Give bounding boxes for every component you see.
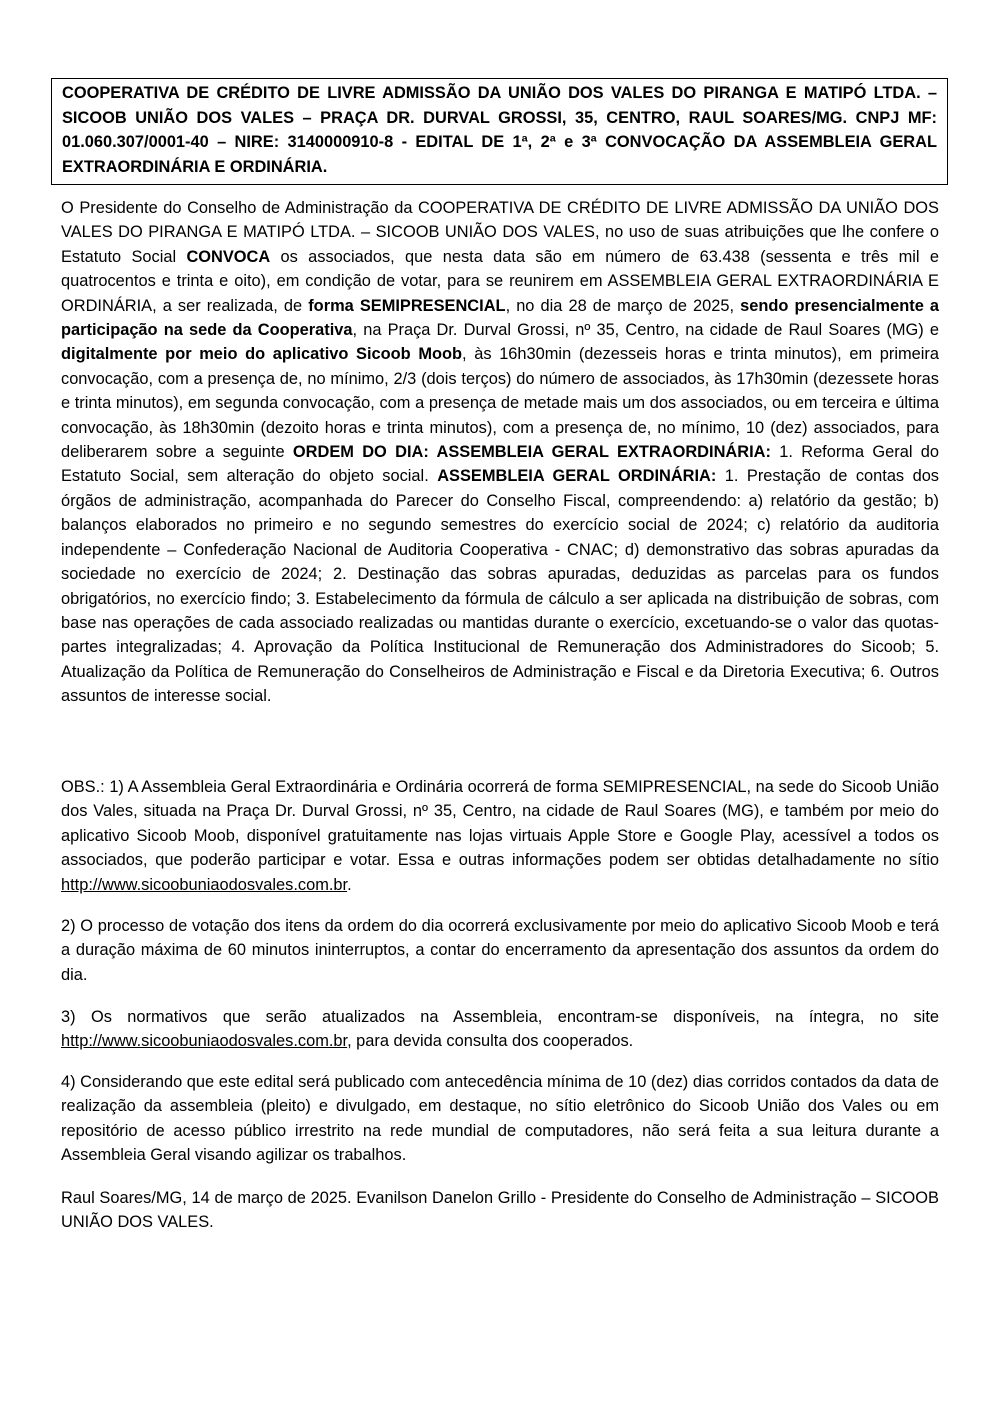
- main-bold-convoca: CONVOCA: [186, 247, 271, 266]
- main-bold-ago: ASSEMBLEIA GERAL ORDINÁRIA:: [437, 467, 717, 486]
- obs1-after: .: [347, 875, 352, 894]
- edital-header: COOPERATIVA DE CRÉDITO DE LIVRE ADMISSÃO DA UNIÃO DOS VALES DO PIRANGA E MATIPÓ LTDA. – SICOOB UNIÃO DOS VALES – PRAÇA DR. DURVAL GROSSI, 35, CENTRO, RAUL SOARES/MG. CNPJ MF: 01.060.307/0001-40 – NIRE: 3140000910-8 - EDITAL DE 1ª, 2ª e 3ª CONVOCAÇÃO DA ASSEMBLEIA GERAL EXTRAORDINÁRIA E ORDINÁRIA.: [51, 78, 948, 185]
- signature-paragraph: Raul Soares/MG, 14 de março de 2025. Evanilson Danelon Grillo - Presidente do Conselho de Administração – SICOOB UNIÃO DOS VALES.: [61, 1189, 939, 1232]
- obs-paragraph-4: 4) Considerando que este edital será publicado com antecedência mínima de 10 (dez) dias corridos contados da data de realização da assembleia (pleito) e divulgado, em destaque, no sítio eletrônico do Sicoob União dos Vales ou em repositório de acesso público irrestrito na rede mundial de computadores, não será feita a sua leitura durante a Assembleia Geral visando agilizar os trabalhos.: [61, 1073, 939, 1165]
- main-text-5: , às 16h30min (dezesseis horas e trinta minutos), em primeira convocação, com a presença de, no mínimo, 2/3 (dois terços) do número de associados, às 17h30min (dezessete horas e trinta minutos), em segunda convocação, com a presença de metade mais um dos associados, ou em terceira e última convocação, às 18h30min (dezoito horas e trinta minutos), com a presença de, no mínimo, 10 (dez) associados, para deliberarem sobre a seguinte: [61, 345, 939, 462]
- obs3-website-link[interactable]: http://www.sicoobuniaodosvales.com.br: [61, 1032, 348, 1051]
- main-text-7: 1. Prestação de contas dos órgãos de administração, acompanhada do Parecer do Conselho Fiscal, compreendendo: a) relatório da gestão; b) balanços elaborados no primeiro e no segundo semestres do exercício social de 2024; c) relatório da auditoria independente – Confederação Nacional de Auditoria Cooperativa - CNAC; d) demonstrativo das sobras apuradas da sociedade no exercício de 2024; 2. Destinação das sobras apuradas, deduzidas as parcelas para os fundos obrigatórios, no exercício findo; 3. Estabelecimento da fórmula de cálculo a ser aplicada na distribuição de sobras, com base nas operações de cada associado realizadas ou mantidas durante o exercício, excetuando-se o valor das quotas-partes integralizadas; 4. Aprovação da Política Institucional de Remuneração dos Administradores do Sicoob; 5. Atualização da Política de Remuneração do Conselheiros de Administração e Fiscal e da Diretoria Executiva; 6. Outros assuntos de interesse social.: [61, 467, 940, 706]
- main-text-2: os associados, que nesta data são em número de 63.438 (sessenta e três mil e quatrocentos e trinta e oito), em condição de votar, para se reunirem em ASSEMBLEIA GERAL EXTRAORDINÁRIA E ORDINÁRIA, a ser realizada, de: [61, 247, 939, 315]
- obs3-after: , para devida consulta dos cooperados.: [347, 1032, 634, 1051]
- obs1-website-link[interactable]: http://www.sicoobuniaodosvales.com.br: [61, 875, 348, 894]
- main-text-6: 1. Reforma Geral do Estatuto Social, sem alteração do objeto social.: [61, 443, 940, 486]
- obs1-text: OBS.: 1) A Assembleia Geral Extraordinária e Ordinária ocorrerá de forma SEMIPRESENCIAL, na sede do Sicoob União dos Vales, situada na Praça Dr. Durval Grossi, nº 35, Centro, na cidade de Raul Soares (MG), e também por meio do aplicativo Sicoob Moob, disponível gratuitamente nas lojas virtuais Apple Store e Google Play, acessível a todos os associados, que poderão participar e votar. Essa e outras informações podem ser obtidas detalhadamente no sítio: [61, 778, 939, 870]
- main-text-1: O Presidente do Conselho de Administração da COOPERATIVA DE CRÉDITO DE LIVRE ADMISSÃO DA UNIÃO DOS VALES DO PIRANGA E MATIPÓ LTDA. – SICOOB UNIÃO DOS VALES, no uso de suas atribuições que lhe confere o Estatuto Social: [61, 199, 939, 266]
- main-bold-presencial: sendo presencialmente a participação na sede da Cooperativa: [61, 296, 940, 340]
- obs3-text: 3) Os normativos que serão atualizados na Assembleia, encontram-se disponíveis, na íntegra, no site: [61, 1008, 939, 1026]
- convocation-paragraph: [61, 196, 939, 709]
- obs-paragraph-2: 2) O processo de votação dos itens da ordem do dia ocorrerá exclusivamente por meio do aplicativo Sicoob Moob e terá a duração máxima de 60 minutos ininterruptos, a contar do encerramento da apresentação dos assuntos da ordem do dia.: [61, 917, 939, 984]
- obs-paragraph-3: [61, 1005, 939, 1054]
- main-bold-ordem-do-dia: ORDEM DO DIA: ASSEMBLEIA GERAL EXTRAORDINÁRIA:: [292, 443, 771, 462]
- main-text-3: , no dia 28 de março de 2025,: [505, 296, 741, 315]
- main-text-4: , na Praça Dr. Durval Grossi, nº 35, Centro, na cidade de Raul Soares (MG) e: [352, 321, 939, 340]
- obs-paragraph-1: [61, 775, 939, 897]
- main-bold-digital: digitalmente por meio do aplicativo Sicoob Moob: [61, 345, 463, 364]
- main-bold-semipresencial: forma SEMIPRESENCIAL: [308, 296, 506, 315]
